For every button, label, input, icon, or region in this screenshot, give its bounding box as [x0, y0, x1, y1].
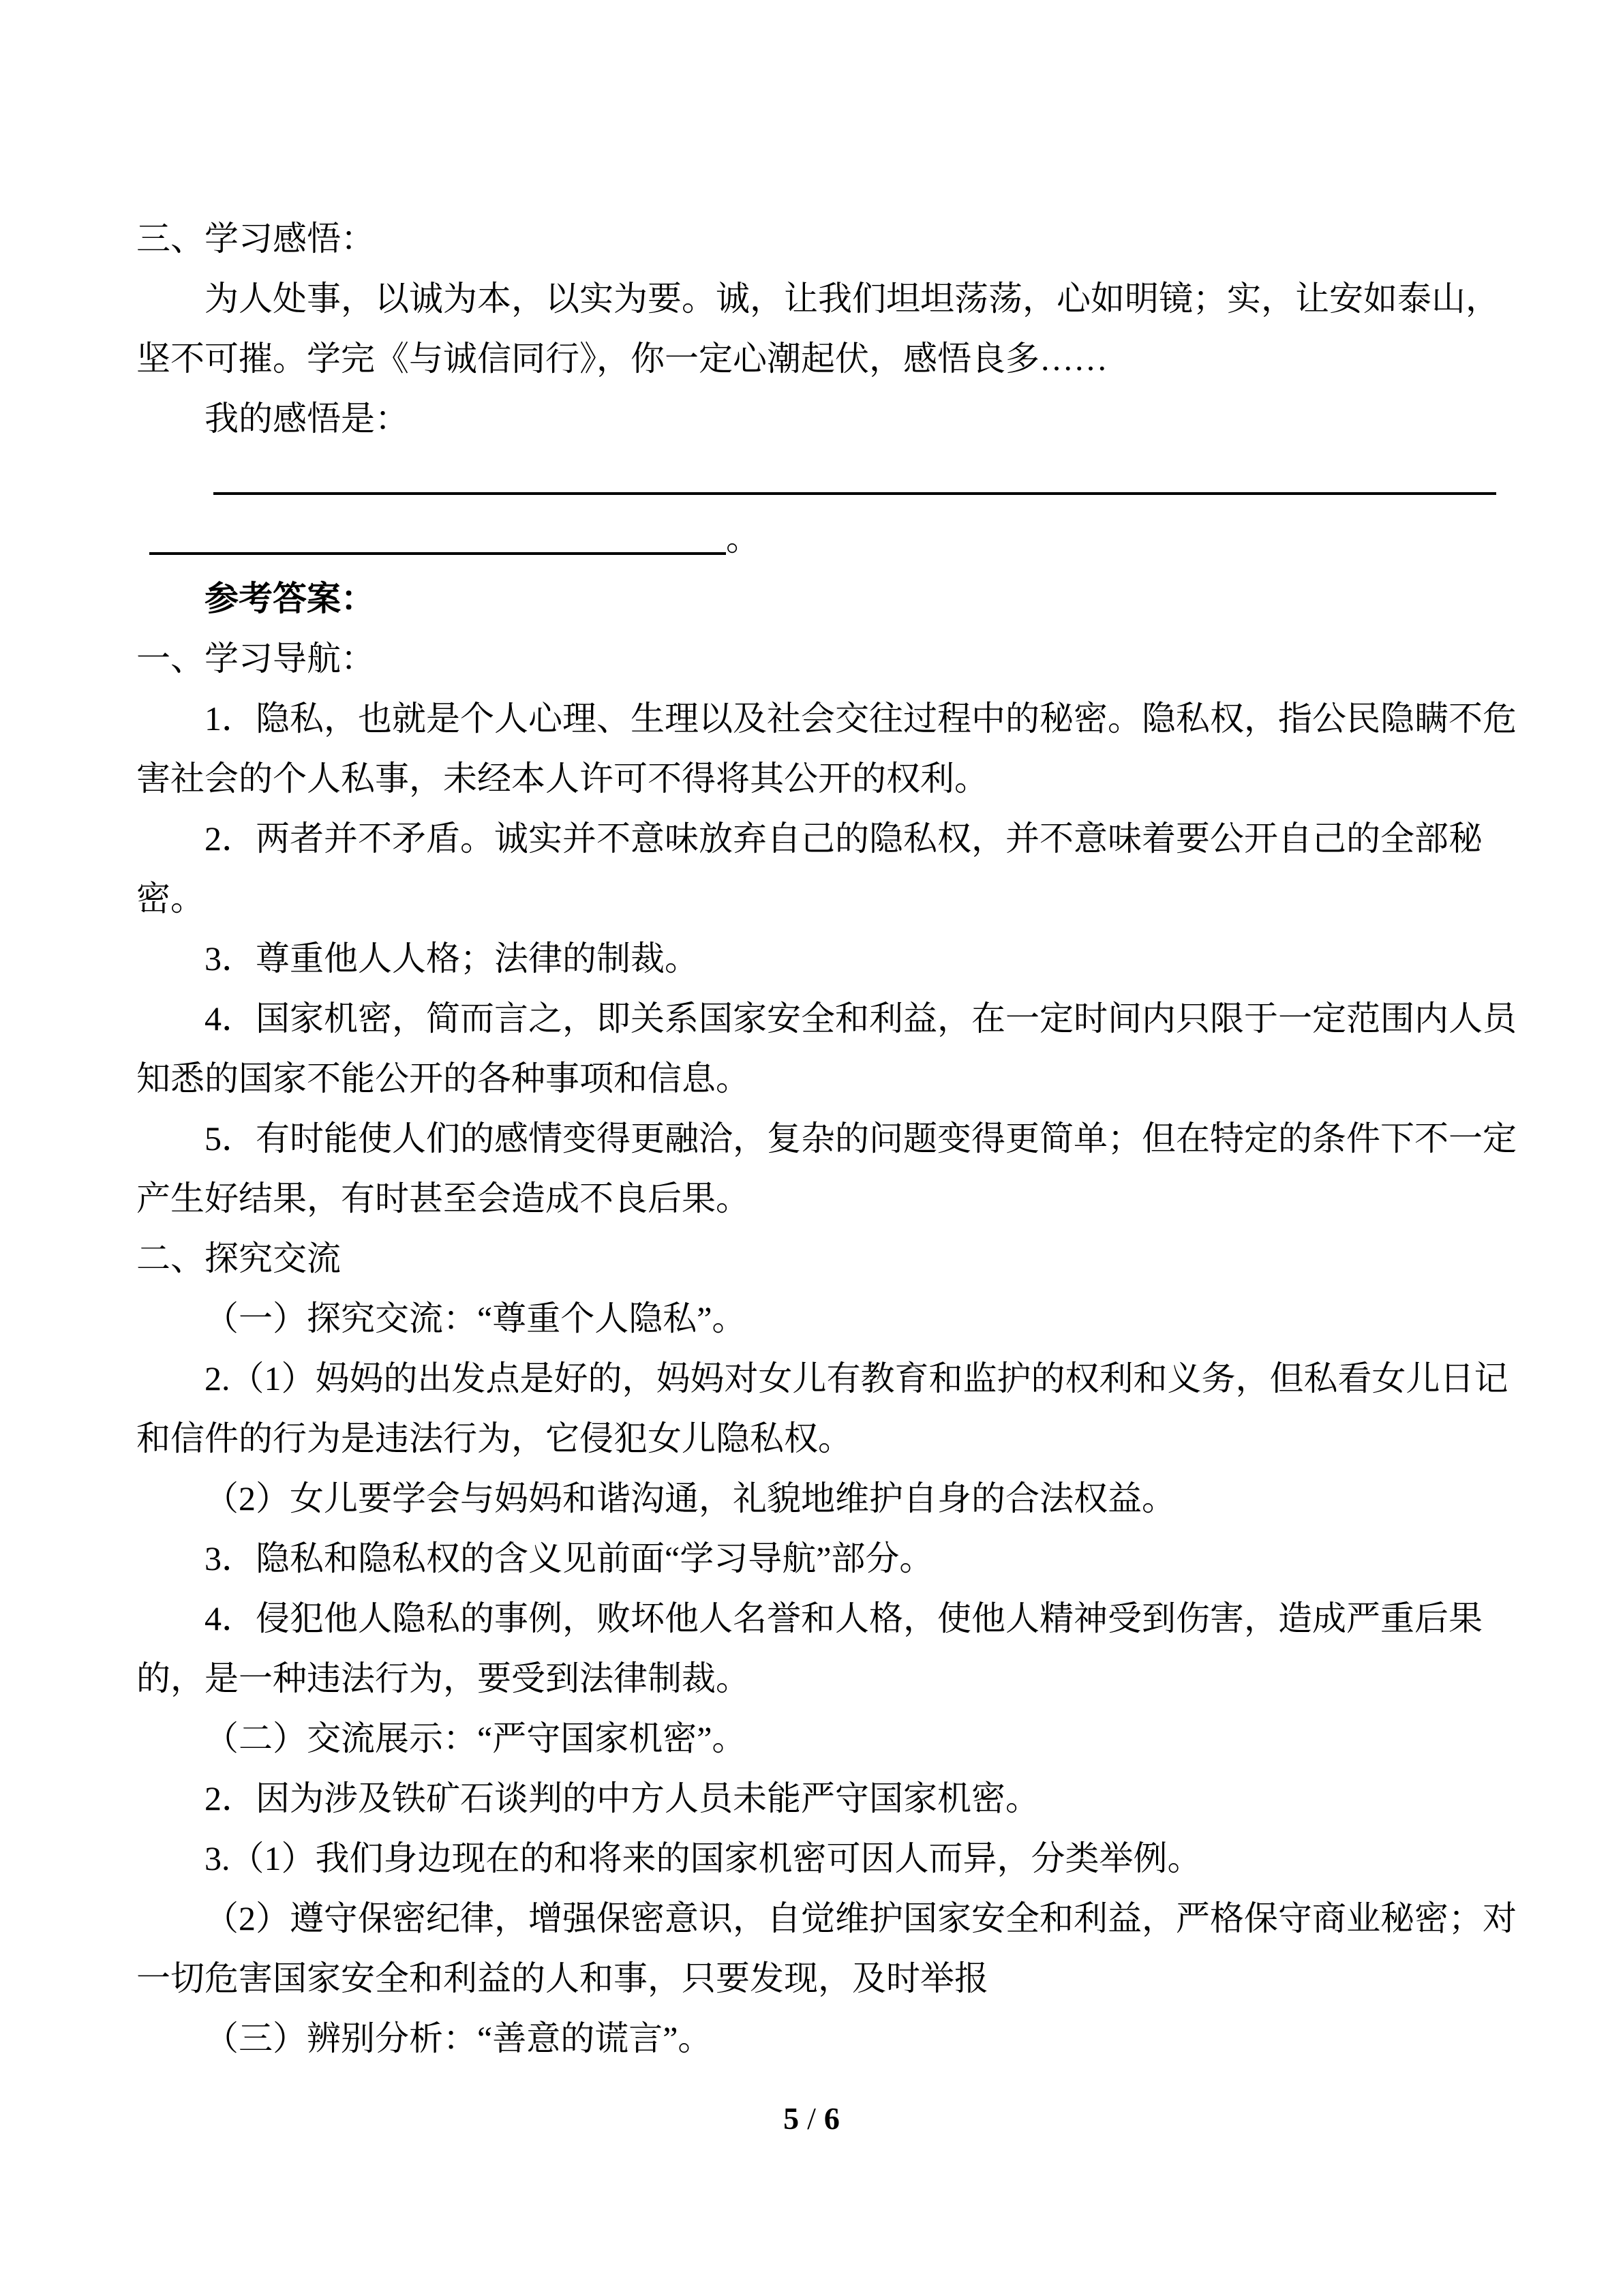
text-line: （二）交流展示：“严守国家机密”。	[204, 1719, 746, 1757]
text-line: 为人处事，以诚为本，以实为要。诚，让我们坦坦荡荡，心如明镜；实，让安如泰山，	[204, 280, 1500, 318]
text-line: 产生好结果，有时甚至会造成不良后果。	[136, 1179, 750, 1218]
answer-blank-line-2: 。	[136, 509, 1623, 569]
text-line: 知悉的国家不能公开的各种事项和信息。	[136, 1059, 750, 1098]
text-line: 的，是一种违法行为，要受到法律制裁。	[136, 1659, 750, 1697]
text-line: 3．隐私和隐私权的含义见前面“学习导航”部分。	[204, 1539, 934, 1577]
text-line: 害社会的个人私事，未经本人许可不得将其公开的权利。	[136, 759, 988, 798]
section-one-heading: 一、学习导航：	[136, 639, 375, 678]
text-line: 1．隐私，也就是个人心理、生理以及社会交往过程中的秘密。隐私权，指公民隐瞒不危	[204, 699, 1517, 738]
text-line: 3．尊重他人人格；法律的制裁。	[204, 939, 699, 978]
text-line: 5．有时能使人们的感情变得更融洽，复杂的问题变得更简单；但在特定的条件下不一定	[204, 1119, 1517, 1158]
section-two-heading: 二、探究交流	[136, 1239, 341, 1278]
reference-answers-heading: 参考答案：	[204, 579, 375, 618]
answer-blank-underline	[149, 509, 726, 555]
text-line: 坚不可摧。学完《与诚信同行》，你一定心潮起伏，感悟良多……	[136, 339, 1108, 378]
text-line: 2.（1）妈妈的出发点是好的，妈妈对女儿有教育和监护的权利和义务，但私看女儿日记	[204, 1359, 1508, 1398]
text-line: 4．国家机密，简而言之，即关系国家安全和利益，在一定时间内只限于一定范围内人员	[204, 999, 1517, 1038]
document-body	[136, 209, 1623, 2068]
text-line: （三）辨别分析：“善意的谎言”。	[204, 2019, 712, 2057]
text-line: 4．侵犯他人隐私的事例，败坏他人名誉和人格，使他人精神受到伤害，造成严重后果	[204, 1599, 1483, 1637]
page-number-total: 6	[823, 2101, 840, 2136]
text-line: 2．两者并不矛盾。诚实并不意味放弃自己的隐私权，并不意味着要公开自己的全部秘	[204, 819, 1483, 858]
text-line: （2）女儿要学会与妈妈和谐沟通，礼貌地维护自身的合法权益。	[204, 1479, 1176, 1517]
text-line: 一切危害国家安全和利益的人和事，只要发现，及时举报	[136, 1959, 988, 1997]
text-line: （一）探究交流：“尊重个人隐私”。	[204, 1299, 746, 1338]
text-line: 3.（1）我们身边现在的和将来的国家机密可因人而异，分类举例。	[204, 1839, 1202, 1877]
page-number-current: 5	[783, 2101, 800, 2136]
text-line: 2．因为涉及铁矿石谈判的中方人员未能严守国家机密。	[204, 1779, 1040, 1817]
answer-blank-line-1	[136, 449, 1623, 509]
text-line: 密。	[136, 879, 204, 918]
text-line: 我的感悟是：	[204, 399, 409, 438]
section-three-heading: 三、学习感悟：	[136, 220, 375, 258]
answer-blank-underline	[213, 449, 1496, 495]
page-footer	[0, 2098, 1623, 2139]
text-line: （2）遵守保密纪律，增强保密意识，自觉维护国家安全和利益，严格保守商业秘密；对	[204, 1899, 1517, 1937]
page-number-separator: /	[807, 2101, 816, 2136]
text-line: 和信件的行为是违法行为，它侵犯女儿隐私权。	[136, 1419, 852, 1457]
